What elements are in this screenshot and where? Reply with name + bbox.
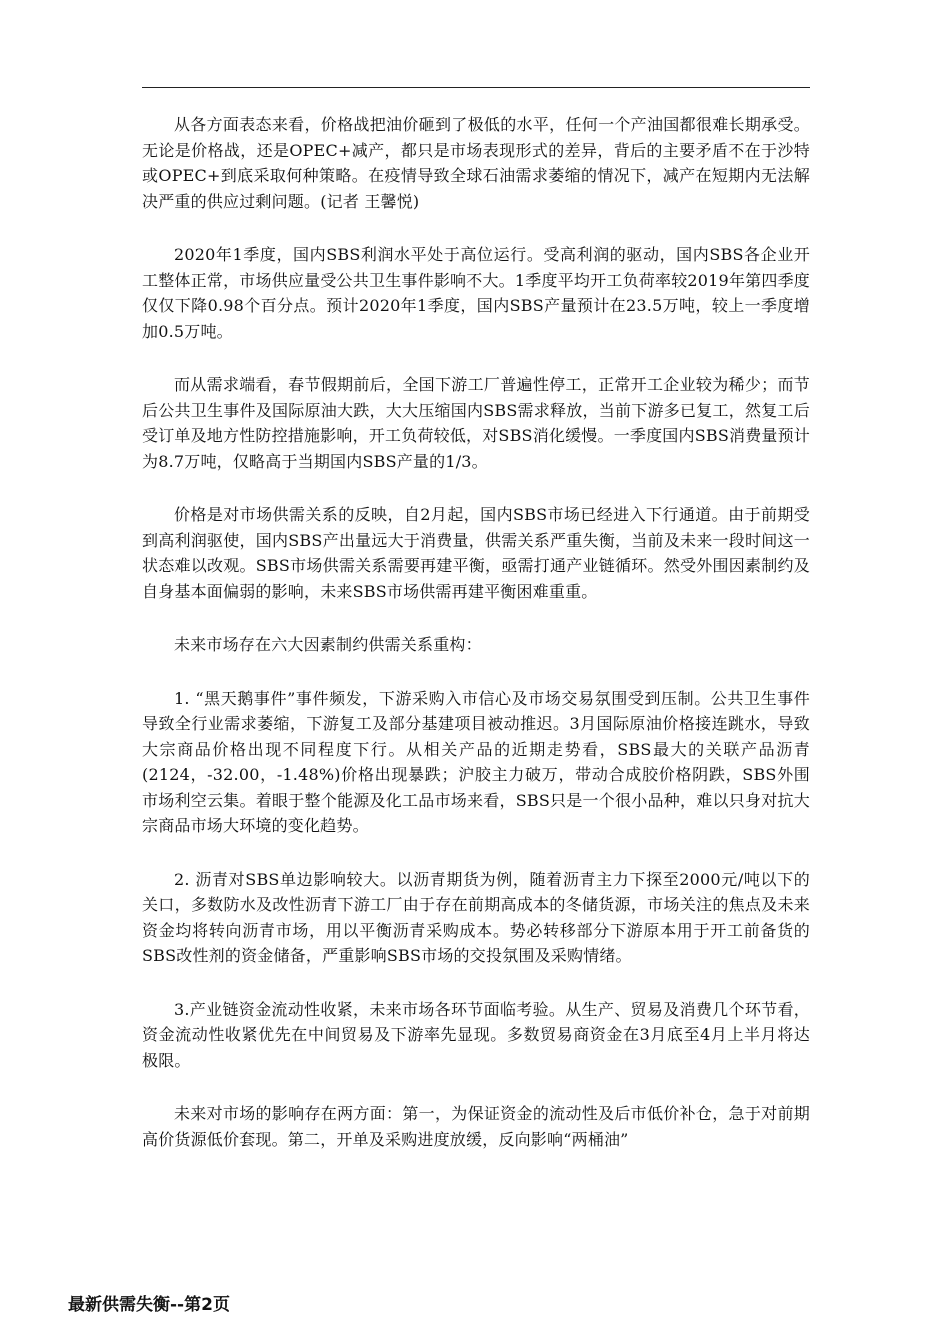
paragraph-factor-1: 1. “黑天鹅事件”事件频发，下游采购入市信心及市场交易氛围受到压制。公共卫生事件导致全行业需求萎缩，下游复工及部分基建项目被动推迟。3月国际原油价格接连跳水，导致大宗商品价格出现不同程度下行。从相关产品的近期走势看，SBS最大的关联产品沥青(2124，-32.00，-1.48%)价格出现暴跌；沪胶主力破万，带动合成胶价格阴跌，SBS外围市场利空云集。着眼于整个能源及化工品市场来看，SBS只是一个很小品种，难以只身对抗大宗商品市场大环境的变化趋势。 bbox=[142, 688, 810, 835]
paragraph-market-impact: 未来对市场的影响存在两方面：第一，为保证资金的流动性及后市低价补仓，急于对前期高价货源低价套现。第二，开单及采购进度放缓，反向影响“两桶油” bbox=[142, 1104, 810, 1149]
paragraph-price-trend: 价格是对市场供需关系的反映，自2月起，国内SBS市场已经进入下行通道。由于前期受到高利润驱使，国内SBS产出量远大于消费量，供需关系严重失衡，当前及未来一段时间这一状态难以改观。SBS市场供需关系需要再建平衡，亟需打通产业链循环。然受外围因素制约及自身基本面偏弱的影响，未来SBS市场供需再建平衡困难重重。 bbox=[142, 505, 810, 601]
paragraph-factor-3: 3.产业链资金流动性收紧，未来市场各环节面临考验。从生产、贸易及消费几个环节看，资金流动性收紧优先在中间贸易及下游率先显现。多数贸易商资金在3月底至4月上半月将达极限。 bbox=[142, 999, 810, 1070]
document-body bbox=[142, 112, 810, 1180]
header-rule bbox=[142, 87, 810, 88]
paragraph-opec-summary: 从各方面表态来看，价格战把油价砸到了极低的水平，任何一个产油国都很难长期承受。无论是价格战，还是OPEC+减产，都只是市场表现形式的差异，背后的主要矛盾不在于沙特或OPEC+到底采取何种策略。在疫情导致全球石油需求萎缩的情况下，减产在短期内无法解决严重的供应过剩问题。(记者 王馨悦) bbox=[142, 115, 810, 211]
paragraph-six-factors-intro: 未来市场存在六大因素制约供需关系重构： bbox=[174, 635, 482, 654]
paragraph-sbs-supply: 2020年1季度，国内SBS利润水平处于高位运行。受高利润的驱动，国内SBS各企业开工整体正常，市场供应量受公共卫生事件影响不大。1季度平均开工负荷率较2019年第四季度仅仅下降0.98个百分点。预计2020年1季度，国内SBS产量预计在23.5万吨，较上一季度增加0.5万吨。 bbox=[142, 245, 810, 341]
paragraph-factor-2: 2. 沥青对SBS单边影响较大。以沥青期货为例，随着沥青主力下探至2000元/吨以下的关口，多数防水及改性沥青下游工厂由于存在前期高成本的冬储货源，市场关注的焦点及未来资金均将转向沥青市场，用以平衡沥青采购成本。势必转移部分下游原本用于开工前备货的SBS改性剂的资金储备，严重影响SBS市场的交投氛围及采购情绪。 bbox=[142, 869, 810, 965]
page-footer-label: 最新供需失衡--第2页 bbox=[68, 1295, 230, 1315]
paragraph-sbs-demand: 而从需求端看，春节假期前后，全国下游工厂普遍性停工，正常开工企业较为稀少；而节后公共卫生事件及国际原油大跌，大大压缩国内SBS需求释放，当前下游多已复工，然复工后受订单及地方性防控措施影响，开工负荷较低，对SBS消化缓慢。一季度国内SBS消费量预计为8.7万吨，仅略高于当期国内SBS产量的1/3。 bbox=[142, 375, 810, 471]
